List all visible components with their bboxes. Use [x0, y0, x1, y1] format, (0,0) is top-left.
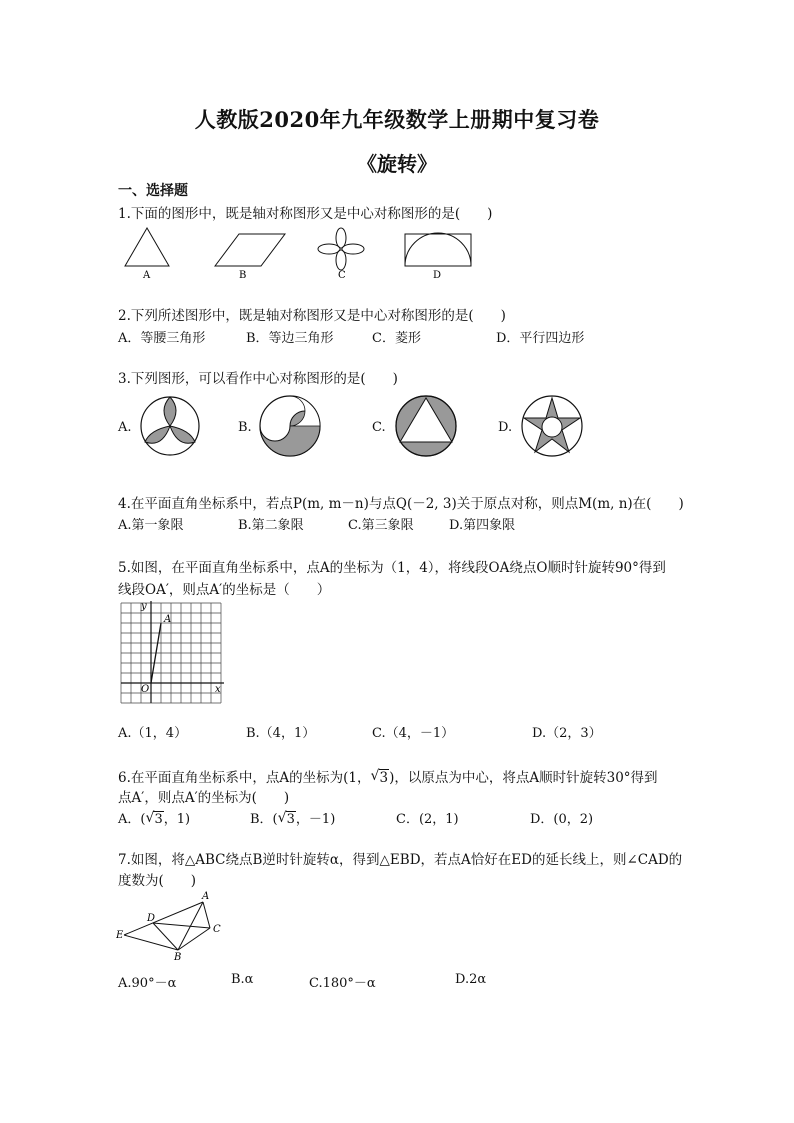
point-d-label: D [147, 913, 156, 924]
y-axis-label: y [141, 601, 147, 612]
sqrt-3: √ 3 [370, 768, 389, 786]
question-4-text: 4.在平面直角坐标系中，若点P(m, m－n)与点Q(－2, 3)关于原点对称，则点M(m, n)在( ) [118, 496, 684, 512]
figure-label-c: C [338, 270, 346, 281]
question-4-option-a: A.第一象限 [118, 518, 184, 533]
figure-label-b: B [239, 270, 247, 281]
question-5-option-a: A.（1，4） [118, 726, 188, 741]
figure-three-petals [141, 397, 199, 455]
question-3-label-b: B. [238, 420, 252, 435]
question-7-triangle-figure [116, 890, 228, 962]
question-2-option-d: D．平行四边形 [496, 331, 585, 346]
question-2-text: 2.下列所述图形中，既是轴对称图形又是中心对称图形的是( ) [118, 308, 506, 324]
question-6-line-1-start: 6.在平面直角坐标系中，点A的坐标为(1， [118, 770, 371, 786]
question-5-grid-figure [118, 600, 228, 712]
figure-triangle [125, 228, 169, 266]
question-3-label-a: A. [118, 420, 132, 435]
figure-label-d: D [433, 270, 442, 281]
figure-swirl [260, 396, 320, 456]
figure-four-leaf [318, 228, 364, 270]
question-2-option-b: B．等边三角形 [246, 331, 334, 346]
question-7-option-d: D.2α [455, 972, 487, 987]
question-5-option-d: D.（2，3） [532, 726, 602, 741]
question-2-option-a: A．等腰三角形 [118, 331, 206, 346]
point-a-label: A [164, 614, 172, 625]
question-4-option-d: D.第四象限 [449, 518, 516, 533]
question-7-option-c: C.180°－α [309, 976, 376, 991]
figure-triangle-in-circle [396, 396, 456, 456]
origin-label: O [141, 684, 150, 695]
question-3-label-c: C. [372, 420, 386, 435]
sqrt-3: √ 3 [145, 810, 163, 827]
figure-label-a: A [143, 270, 151, 281]
question-5-option-b: B.（4，1） [246, 726, 316, 741]
question-7-option-b: B.α [231, 972, 254, 987]
question-5-option-c: C.（4，－1） [372, 726, 455, 741]
question-5-line-1: 5.如图，在平面直角坐标系中，点A的坐标为（1，4），将线段OA绕点O顺时针旋转90°得到 [118, 560, 666, 576]
question-6-line-2: 点A′，则点A′的坐标为( ) [118, 790, 290, 806]
question-4-option-c: C.第三象限 [348, 518, 414, 533]
question-7-option-a: A.90°－α [118, 976, 177, 991]
question-3-label-d: D. [498, 420, 513, 435]
question-3-text: 3.下列图形，可以看作中心对称图形的是( ) [118, 371, 398, 387]
question-7-line-1: 7.如图，将△ABC绕点B逆时针旋转α，得到△EBD，若点A恰好在ED的延长线上，则∠CAD的 [118, 852, 683, 868]
question-6-line-1-end: )，以原点为中心，将点A顺时针旋转30°得到 [389, 770, 658, 786]
question-4-option-b: B.第二象限 [238, 518, 304, 533]
page-subtitle: 《旋转》 [357, 152, 437, 176]
question-7-line-2: 度数为( ) [118, 873, 197, 889]
question-1-figures [115, 226, 485, 282]
point-b-label: B [174, 952, 182, 962]
x-axis-label: x [215, 684, 221, 695]
question-1-text: 1.下面的图形中，既是轴对称图形又是中心对称图形的是( ) [118, 206, 493, 222]
question-6-option-c: C．(2，1) [396, 812, 459, 827]
figure-parallelogram [215, 234, 285, 266]
question-5-line-2: 线段OA′，则点A′的坐标是（ ） [118, 582, 331, 598]
question-6-option-b: B．( √ 3，－1) [250, 810, 336, 827]
point-c-label: C [213, 924, 221, 935]
figure-rect-semicircle [405, 234, 471, 266]
sqrt-3: √ 3 [277, 810, 295, 827]
figure-star-in-circle [522, 396, 582, 456]
question-6-line-1 [118, 766, 658, 786]
point-a-label: A [202, 891, 210, 902]
question-3-figures [138, 392, 588, 460]
question-6-option-d: D．(0，2) [530, 812, 594, 827]
page-title: 人教版2020年九年级数学上册期中复习卷 [194, 107, 600, 132]
point-e-label: E [116, 930, 124, 941]
section-heading: 一、选择题 [118, 183, 188, 199]
question-6-option-a: A．( √ 3，1) [118, 810, 191, 827]
question-2-option-c: C．菱形 [372, 331, 421, 346]
